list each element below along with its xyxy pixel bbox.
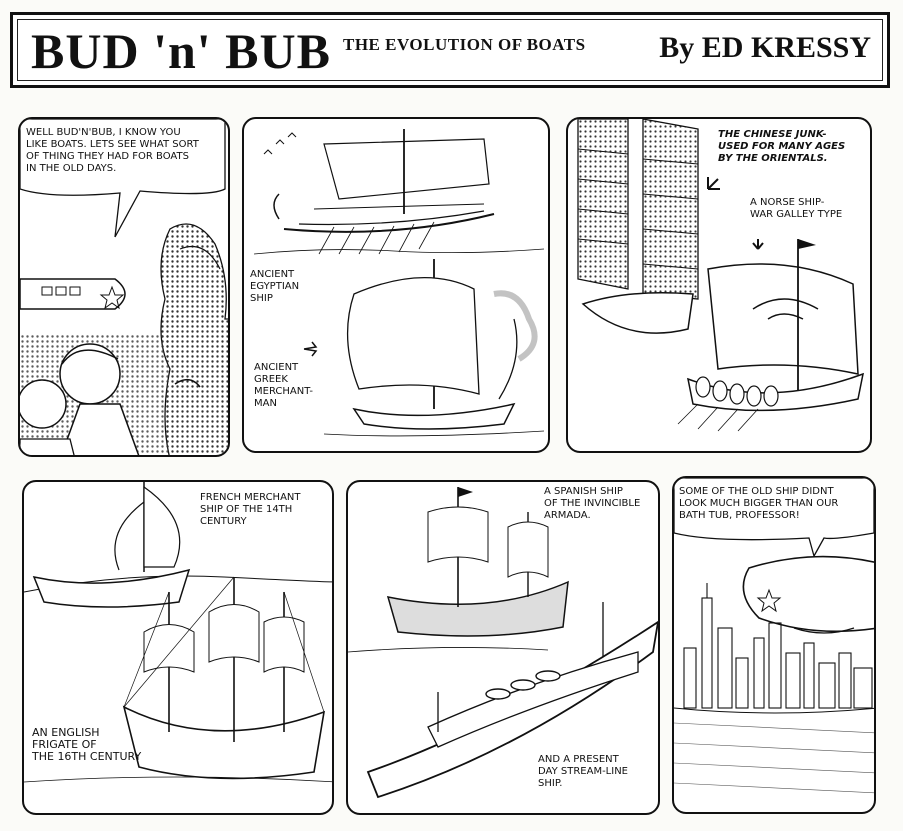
panel-4-art	[24, 482, 334, 815]
label-french-merchant-ship: FRENCH MERCHANT SHIP OF THE 14TH CENTURY	[200, 492, 301, 527]
panel-2	[242, 117, 550, 453]
panel-3	[566, 117, 872, 453]
panel-3-art	[568, 119, 872, 453]
panel-5	[346, 480, 660, 815]
professor-speech-bubble: WELL BUD'N'BUB, I KNOW YOU LIKE BOATS. LETS SEE WHAT SORT OF THING THEY HAD FOR BOATS IN THE OLD DAYS.	[26, 127, 199, 174]
label-chinese-junk: THE CHINESE JUNK- USED FOR MANY AGES BY THE ORIENTALS.	[718, 129, 846, 164]
label-greek-merchantman: ANCIENT GREEK MERCHANT- MAN	[254, 362, 314, 409]
label-spanish-armada-ship: A SPANISH SHIP OF THE INVINCIBLE ARMADA.	[544, 486, 641, 521]
panel-6-art	[674, 478, 876, 814]
author-byline: By ED KRESSY	[659, 31, 871, 64]
panel-6	[672, 476, 876, 814]
episode-subtitle: THE EVOLUTION OF BOATS	[343, 35, 586, 54]
label-norse-ship: A NORSE SHIP- WAR GALLEY TYPE	[750, 197, 843, 220]
label-streamline-ship: AND A PRESENT DAY STREAM-LINE SHIP.	[538, 754, 628, 789]
panel-4	[22, 480, 334, 815]
panel-1	[18, 117, 230, 457]
comic-header	[10, 12, 890, 88]
label-egyptian-ship: ANCIENT EGYPTIAN SHIP	[250, 269, 300, 304]
label-english-frigate: AN ENGLISH FRIGATE OF THE 16TH CENTURY	[32, 726, 142, 763]
boy-speech-bubble: SOME OF THE OLD SHIP DIDNT LOOK MUCH BIGGER THAN OUR BATH TUB, PROFESSOR!	[679, 486, 839, 521]
comic-title: BUD 'n' BUB	[31, 23, 331, 79]
